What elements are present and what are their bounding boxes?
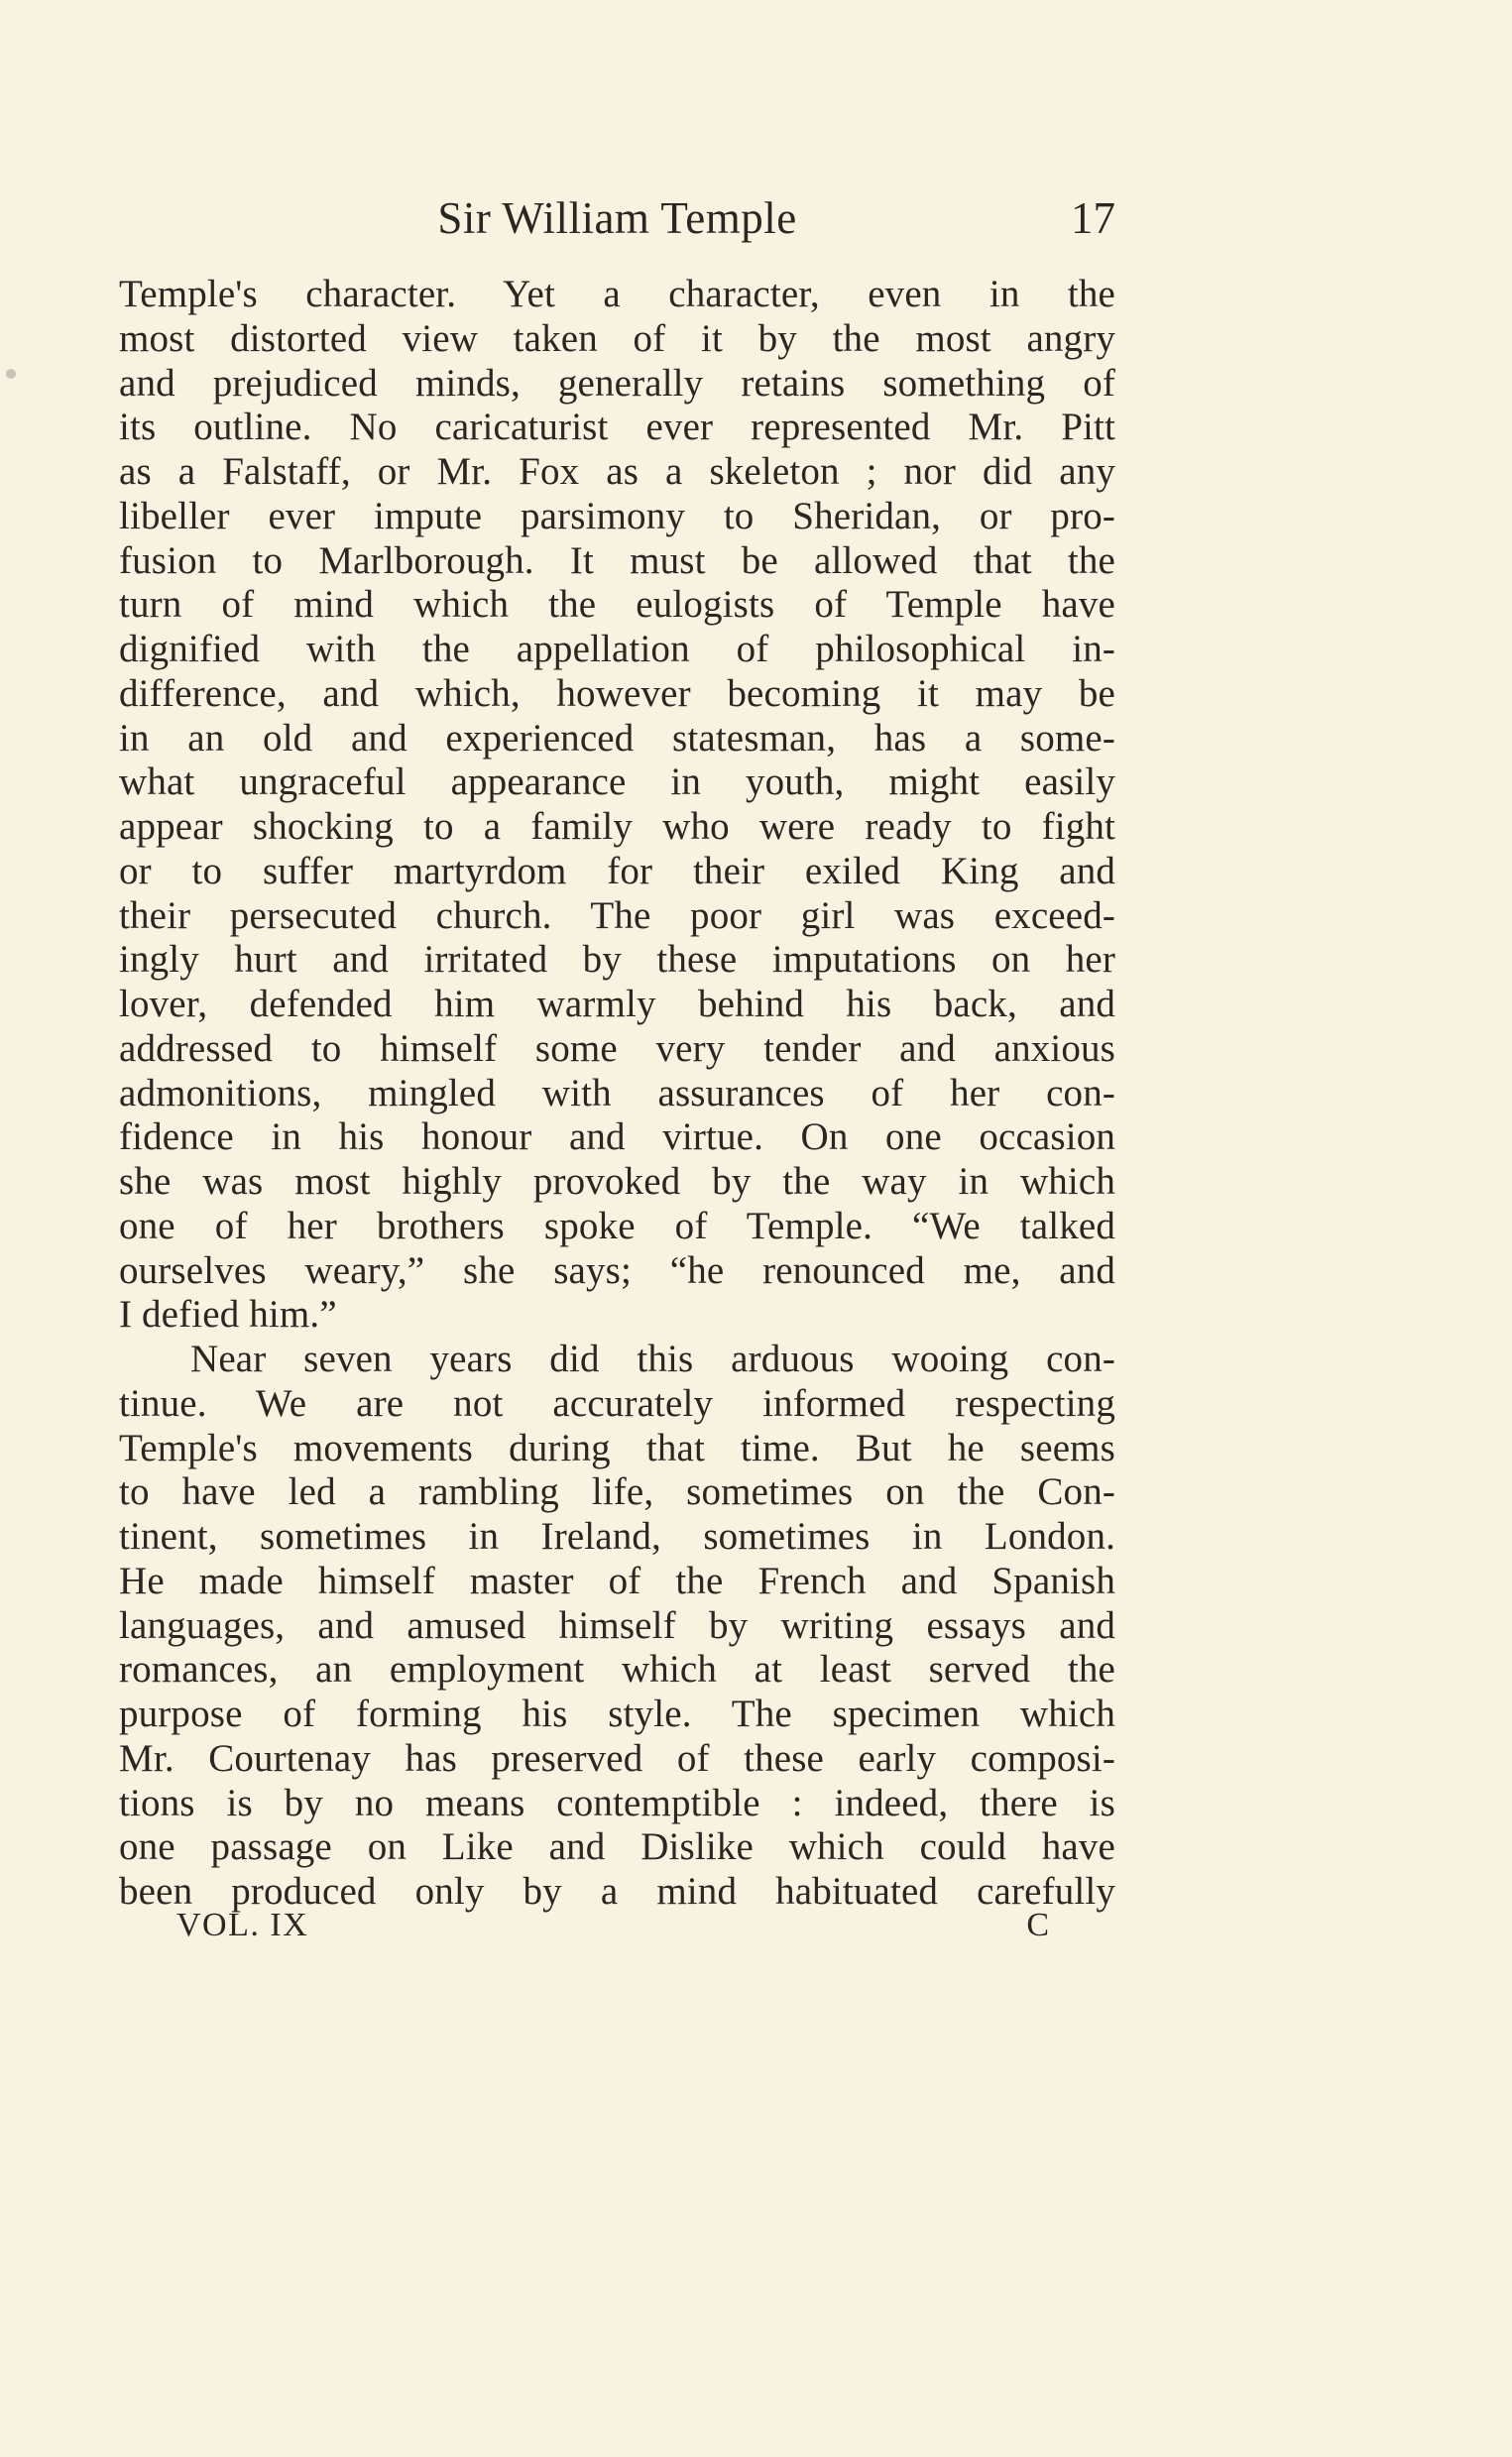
text-line: languages, and amused himself by writing essays and: [119, 1603, 1115, 1647]
paragraph-first-line: Near seven years did this arduous wooing con-: [190, 1338, 1115, 1380]
text-line: one of her brothers spoke of Temple. “We talked: [119, 1204, 1115, 1247]
text-line: and prejudiced minds, generally retains something of: [119, 361, 1115, 405]
text-line: or to suffer martyrdom for their exiled King and: [119, 849, 1115, 892]
text-line: what ungraceful appearance in youth, might easily: [119, 760, 1115, 804]
running-head: Sir William Temple: [437, 193, 797, 243]
page-number: 17: [1071, 193, 1115, 243]
volume-label: VOL. IX: [176, 1907, 309, 1943]
text-line: ourselves weary,” she says; “he renounced me, and: [119, 1248, 1115, 1292]
text-line: He made himself master of the French and Spanish: [119, 1559, 1115, 1602]
text-line: been produced only by a mind habituated carefully: [119, 1870, 1115, 1913]
text-line: most distorted view taken of it by the most angry: [119, 316, 1115, 360]
body-text: [119, 273, 1115, 1915]
text-line: tinue. We are not accurately informed respecting: [119, 1381, 1115, 1425]
text-line: romances, an employment which at least served the: [119, 1648, 1115, 1692]
text-line: tions is by no means contemptible : indeed, there is: [119, 1781, 1115, 1824]
paper-speck: [6, 369, 16, 379]
text-line: ingly hurt and irritated by these imputations on her: [119, 938, 1115, 982]
text-line: dignified with the appellation of philosophical in-: [119, 628, 1115, 670]
paragraph-last-line: I defied him.”: [119, 1293, 337, 1337]
signature-mark: C: [1026, 1907, 1049, 1943]
text-line: lover, defended him warmly behind his back, and: [119, 983, 1115, 1025]
text-line: libeller ever impute parsimony to Sheridan, or pro-: [119, 494, 1115, 537]
text-line: fusion to Marlborough. It must be allowed that the: [119, 538, 1115, 582]
text-line: its outline. No caricaturist ever represented Mr. Pitt: [119, 406, 1115, 449]
text-line: admonitions, mingled with assurances of her con-: [119, 1071, 1115, 1114]
text-line: as a Falstaff, or Mr. Fox as a skeleton ; nor did any: [119, 450, 1115, 493]
text-line: in an old and experienced statesman, has a some-: [119, 716, 1115, 760]
text-line: their persecuted church. The poor girl was exceed-: [119, 893, 1115, 937]
text-line: purpose of forming his style. The specimen which: [119, 1693, 1115, 1735]
page-footer: [176, 1901, 1049, 1950]
text-line: to have led a rambling life, sometimes on the Con-: [119, 1470, 1115, 1514]
text-line: she was most highly provoked by the way in which: [119, 1160, 1115, 1203]
text-line: Mr. Courtenay has preserved of these early composi-: [119, 1736, 1115, 1780]
text-line: tinent, sometimes in Ireland, sometimes in London.: [119, 1515, 1115, 1558]
text-line: difference, and which, however becoming it may be: [119, 671, 1115, 715]
page-header: [119, 188, 1115, 248]
text-line: Temple's movements during that time. But he seems: [119, 1426, 1115, 1469]
text-line: appear shocking to a family who were ready to fight: [119, 805, 1115, 848]
text-line: one passage on Like and Dislike which could have: [119, 1825, 1115, 1869]
text-line: Temple's character. Yet a character, even in the: [119, 273, 1115, 315]
text-line: turn of mind which the eulogists of Temple have: [119, 583, 1115, 627]
text-line: fidence in his honour and virtue. On one occasion: [119, 1115, 1115, 1159]
text-line: addressed to himself some very tender and anxious: [119, 1026, 1115, 1070]
